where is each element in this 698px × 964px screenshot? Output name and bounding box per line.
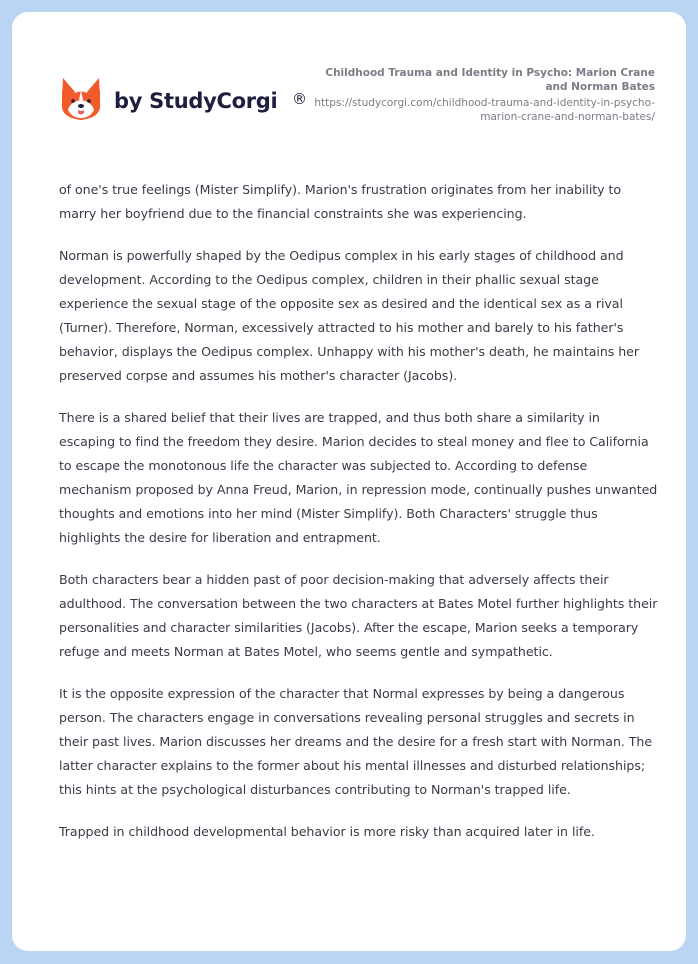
studycorgi-logo[interactable] — [60, 76, 307, 122]
paragraph: It is the opposite expression of the character that Normal expresses by being a dangerous person. The characters engage in conversations revealing personal struggles and secrets in their past lives. Marion discusses her dreams and the desire for a fresh start with Norman. The latter character explains to the former about his mental illnesses and disturbed relationships; this hints at the psychological disturbances contributing to Norman's trapped life. — [59, 686, 653, 797]
paragraph: of one's true feelings (Mister Simplify). Marion's frustration originates from her inability to marry her boyfriend due to the financial constraints she was experiencing. — [59, 182, 622, 221]
paragraph: There is a shared belief that their lives are trapped, and thus both share a similarity in escaping to find the freedom they desire. Marion decides to steal money and flee to California to escape the monotonous life the character was subjected to. According to defense mechanism proposed by Anna Freud, Marion, in repression mode, continually pushes unwanted thoughts and emotions into her mind (Mister Simplify). Both Characters' struggle thus highlights the desire for liberation and entrapment. — [59, 410, 658, 545]
paragraph: Norman is powerfully shaped by the Oedipus complex in his early stages of childhood and development. According to the Oedipus complex, children in their phallic sexual stage experience the sexual stage of the opposite sex as desired and the identical sex as a rival (Turner). Therefore, Norman, excessively attracted to his mother and barely to his father's behavior, displays the Oedipus complex. Unhappy with his mother's death, he maintains her preserved corpse and assumes his mother's character (Jacobs). — [59, 248, 640, 383]
document-title: Childhood Trauma and Identity in Psycho: Marion Crane and Norman Bates — [325, 67, 655, 93]
source-url[interactable]: https://studycorgi.com/childhood-trauma-and-identity-in-psycho-marion-crane-and-norman-bates/ — [314, 97, 655, 123]
corgi-icon — [60, 76, 102, 122]
document-page — [12, 12, 686, 951]
paragraph: Trapped in childhood developmental behavior is more risky than acquired later in life. — [59, 824, 595, 839]
source-meta — [305, 66, 655, 124]
document-body — [59, 178, 659, 862]
page-header — [12, 12, 686, 152]
brand-name: by StudyCorgi — [114, 89, 278, 113]
registered-mark: ® — [292, 90, 307, 108]
paragraph: Both characters bear a hidden past of poor decision-making that adversely affects their adulthood. The conversation between the two characters at Bates Motel further highlights their personalities and character similarities (Jacobs). After the escape, Marion seeks a temporary refuge and meets Norman at Bates Motel, who seems gentle and sympathetic. — [59, 572, 658, 659]
